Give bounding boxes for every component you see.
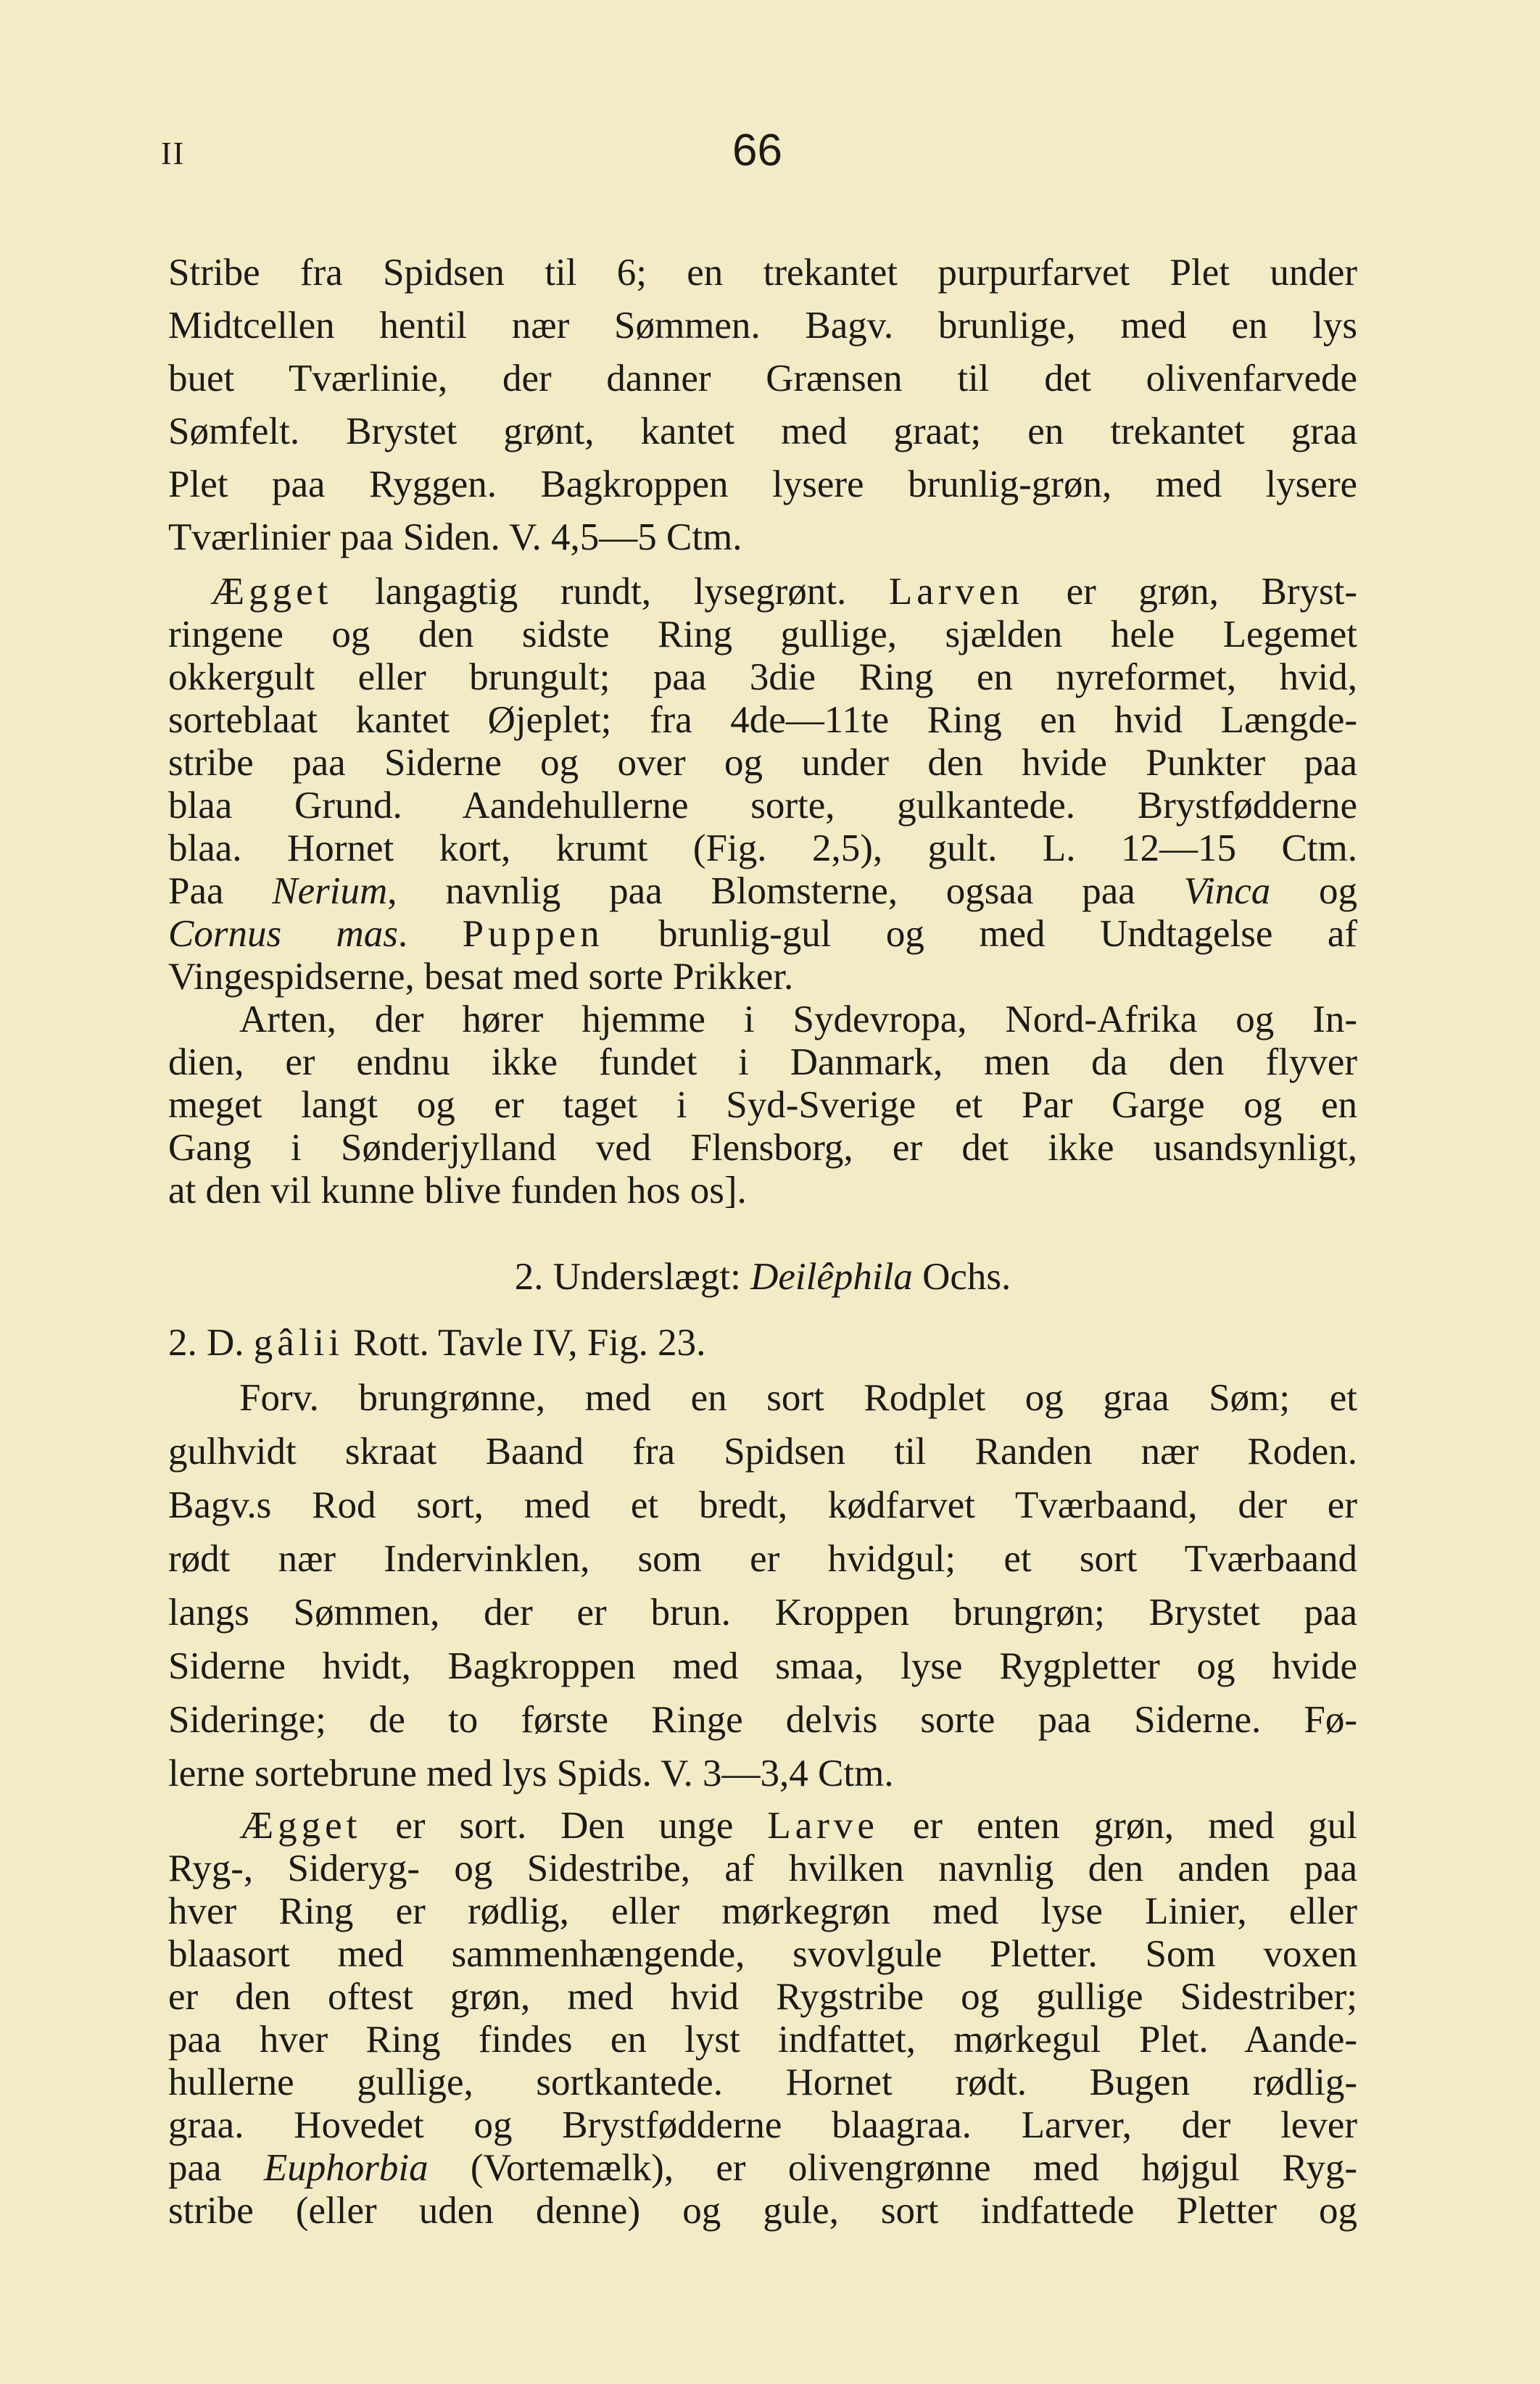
section-marker: II xyxy=(161,136,186,171)
text-line: Stribe fra Spidsen til 6; en trekantet purpurfarvet Plet under xyxy=(168,252,1357,294)
text-line: hver Ring er rødlig, eller mørkegrøn med lyse Linier, eller xyxy=(168,1890,1357,1932)
text-run: (Vortemælk), er olivengrønne med højgul Ryg- xyxy=(428,2147,1357,2189)
text-run: , navnlig paa Blomsterne, ogsaa paa xyxy=(387,870,1184,912)
text-line: Ryg-, Sideryg- og Sidestribe, af hvilken navnlig den anden paa xyxy=(168,1847,1357,1890)
text-line: Midtcellen hentil nær Sømmen. Bagv. brunlige, med en lys xyxy=(168,305,1357,347)
text-run: er sort. Den unge xyxy=(361,1805,768,1847)
text-line: buet Tværlinie, der danner Grænsen til det olivenfarvede xyxy=(168,357,1357,400)
text-line: meget langt og er taget i Syd-Sverige et Par Garge og en xyxy=(168,1084,1357,1126)
term-larva: Larven xyxy=(888,571,1024,613)
text-line: hullerne gullige, sortkantede. Hornet rødt. Bugen rødlig- xyxy=(168,2061,1357,2103)
text-line: okkergult eller brungult; paa 3die Ring en nyreformet, hvid, xyxy=(168,656,1357,698)
text-line: gulhvidt skraat Baand fra Spidsen til Randen nær Roden. xyxy=(168,1431,1357,1473)
term-larva: Larve xyxy=(767,1805,879,1847)
text-line: Gang i Sønderjylland ved Flensborg, er det ikke usandsynligt, xyxy=(168,1127,1357,1169)
text-run: og xyxy=(1270,870,1358,912)
text-line xyxy=(210,573,1357,611)
text-line: graa. Hovedet og Brystfødderne blaagraa. Larver, der lever xyxy=(168,2104,1357,2146)
text-line: Bagv.s Rod sort, med et bredt, kødfarvet Tværbaand, der er xyxy=(168,1484,1357,1526)
text-line xyxy=(239,1807,1357,1845)
text-run: paa xyxy=(168,2147,264,2189)
species-name: gâlii xyxy=(253,1322,344,1364)
text-line: Plet paa Ryggen. Bagkroppen lysere brunlig-grøn, med lysere xyxy=(168,463,1357,505)
text-run: Ochs. xyxy=(912,1256,1011,1298)
text-line: blaasort med sammenhængende, svovlgule Pletter. Som voxen xyxy=(168,1933,1357,1975)
text-line: Siderne hvidt, Bagkroppen med smaa, lyse Rygpletter og hvide xyxy=(168,1645,1357,1687)
taxon-nerium: Nerium xyxy=(272,870,388,912)
text-line: er den oftest grøn, med hvid Rygstribe og gullige Sidestriber; xyxy=(168,1976,1357,2018)
text-line: Sømfelt. Brystet grønt, kantet med graat; en trekantet graa xyxy=(168,410,1357,452)
text-run: Rott. Tavle IV, Fig. 23. xyxy=(343,1322,706,1364)
text-run: Paa xyxy=(168,870,273,912)
text-line xyxy=(168,2149,1357,2188)
term-egg: Ægget xyxy=(239,1805,362,1847)
taxon-cornus: Cornus mas xyxy=(168,913,398,955)
term-pupa: Puppen xyxy=(462,913,604,955)
taxon-euphorbia: Euphorbia xyxy=(263,2147,429,2189)
genus-name: Deilêphila xyxy=(750,1256,913,1298)
text-line: Tværlinier paa Siden. V. 4,5—5 Ctm. xyxy=(168,516,742,558)
text-line: lerne sortebrune med lys Spids. V. 3—3,4 Ctm. xyxy=(168,1752,894,1795)
text-run: brunlig-gul og med Undtagelse af xyxy=(603,913,1357,955)
term-egg: Ægget xyxy=(210,571,333,613)
text-line: blaa Grund. Aandehullerne sorte, gulkantede. Brystfødderne xyxy=(168,785,1357,827)
text-line: langs Sømmen, der er brun. Kroppen brungrøn; Brystet paa xyxy=(168,1592,1357,1634)
text-line: dien, er endnu ikke fundet i Danmark, men da den flyver xyxy=(168,1041,1357,1083)
taxon-vinca: Vinca xyxy=(1183,870,1271,912)
text-run: 2. D. xyxy=(168,1322,254,1364)
text-run: er enten grøn, med gul xyxy=(878,1805,1357,1847)
text-line xyxy=(168,915,1357,953)
text-line: paa hver Ring findes en lyst indfattet, mørkegul Plet. Aande- xyxy=(168,2019,1357,2061)
text-line: Sideringe; de to første Ringe delvis sorte paa Siderne. Fø- xyxy=(168,1699,1357,1741)
text-line: Forv. brungrønne, med en sort Rodplet og graa Søm; et xyxy=(239,1377,1357,1419)
text-run: 2. Underslægt: xyxy=(514,1256,751,1298)
text-line: ringene og den sidste Ring gullige, sjælden hele Legemet xyxy=(168,613,1357,655)
text-line: stribe paa Siderne og over og under den hvide Punkter paa xyxy=(168,742,1357,784)
text-run: er grøn, Bryst- xyxy=(1023,571,1357,613)
text-line: Vingespidserne, besat med sorte Prikker. xyxy=(168,956,794,998)
species-heading xyxy=(168,1324,1357,1362)
text-line: Arten, der hører hjemme i Sydevropa, Nord-Afrika og In- xyxy=(239,998,1357,1040)
text-line xyxy=(168,872,1357,911)
text-line: sorteblaat kantet Øjeplet; fra 4de—11te Ring en hvid Længde- xyxy=(168,699,1357,741)
text-line: blaa. Hornet kort, krumt (Fig. 2,5), gult. L. 12—15 Ctm. xyxy=(168,827,1357,869)
text-line: at den vil kunne blive funden hos os]. xyxy=(168,1170,747,1212)
subgenus-heading xyxy=(168,1258,1357,1296)
page-number: 66 xyxy=(732,125,782,175)
text-line: rødt nær Indervinklen, som er hvidgul; et sort Tværbaand xyxy=(168,1538,1357,1580)
text-run: . xyxy=(397,913,463,955)
text-run: langagtig rundt, lysegrønt. xyxy=(332,571,889,613)
text-line: stribe (eller uden denne) og gule, sort indfattede Pletter og xyxy=(168,2190,1357,2232)
